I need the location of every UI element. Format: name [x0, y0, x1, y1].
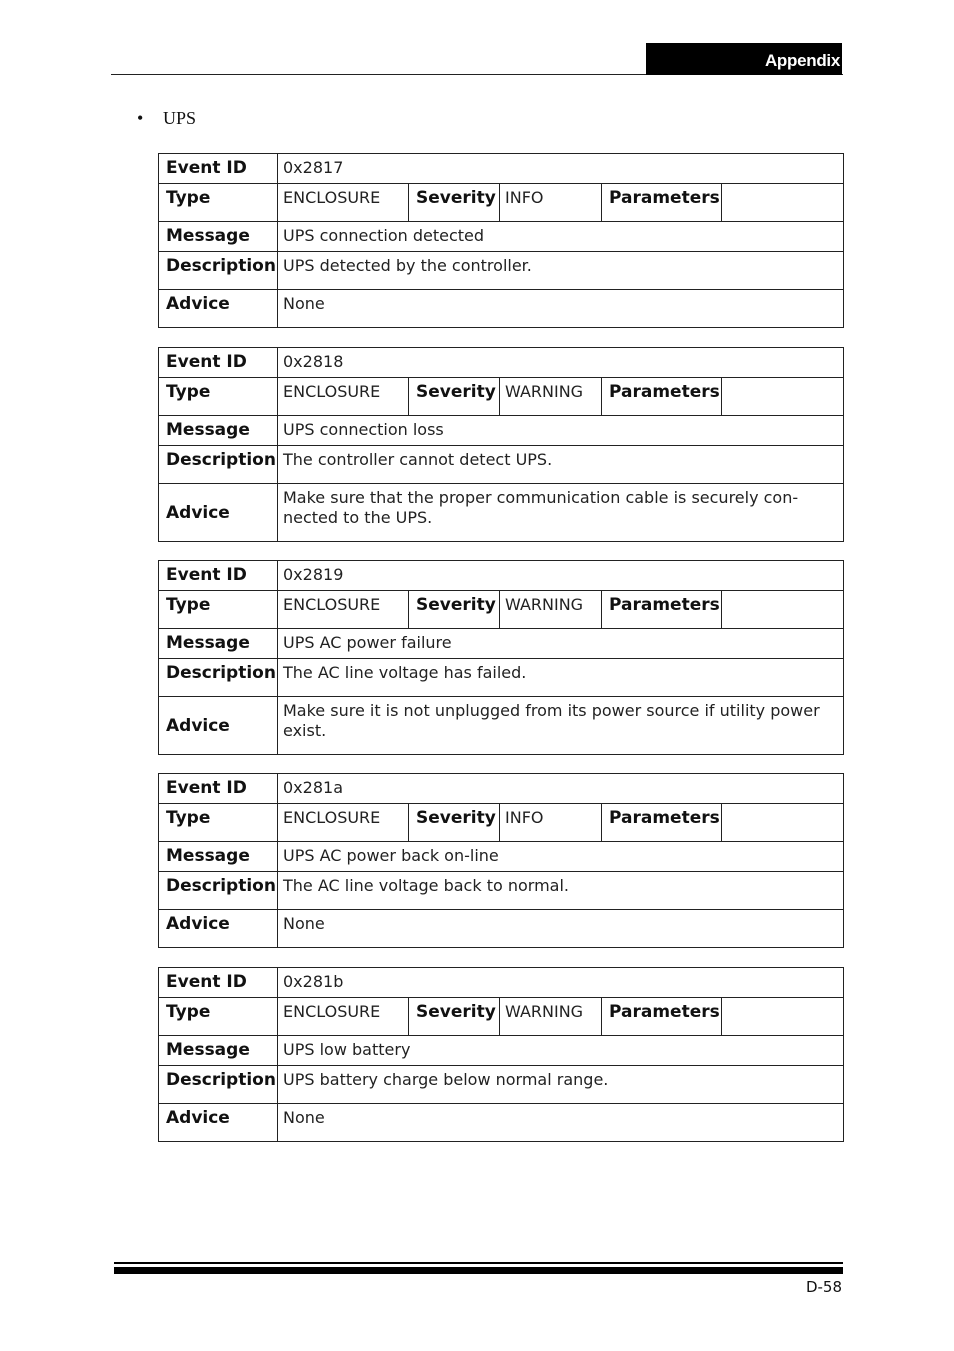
event-table	[158, 560, 844, 755]
message-value: UPS low battery	[278, 1036, 844, 1066]
event-id-value: 0x281a	[278, 774, 844, 804]
parameters-label: Parameters	[602, 998, 722, 1036]
event-table	[158, 967, 844, 1142]
parameters-label: Parameters	[602, 184, 722, 222]
type-value: ENCLOSURE	[278, 591, 409, 629]
page-number: D-58	[805, 1278, 842, 1296]
severity-value: WARNING	[500, 591, 602, 629]
message-value: UPS connection loss	[278, 416, 844, 446]
bullet-mark: •	[137, 108, 144, 128]
parameters-value	[722, 378, 844, 416]
message-value: UPS AC power failure	[278, 629, 844, 659]
parameters-value	[722, 184, 844, 222]
event-id-label: Event ID	[159, 154, 278, 184]
severity-value: WARNING	[500, 998, 602, 1036]
message-value: UPS AC power back on-line	[278, 842, 844, 872]
event-id-label: Event ID	[159, 968, 278, 998]
severity-label: Severity	[409, 184, 500, 222]
severity-value: INFO	[500, 804, 602, 842]
advice-label: Advice	[159, 697, 278, 755]
parameters-value	[722, 998, 844, 1036]
advice-label: Advice	[159, 910, 278, 948]
severity-label: Severity	[409, 804, 500, 842]
event-id-value: 0x281b	[278, 968, 844, 998]
type-label: Type	[159, 998, 278, 1036]
description-label: Description	[159, 252, 278, 290]
description-value: UPS battery charge below normal range.	[278, 1066, 844, 1104]
description-value: The AC line voltage has failed.	[278, 659, 844, 697]
severity-value: INFO	[500, 184, 602, 222]
type-value: ENCLOSURE	[278, 998, 409, 1036]
parameters-label: Parameters	[602, 804, 722, 842]
parameters-value	[722, 804, 844, 842]
severity-label: Severity	[409, 378, 500, 416]
event-table	[158, 153, 844, 328]
event-id-label: Event ID	[159, 774, 278, 804]
event-id-label: Event ID	[159, 348, 278, 378]
message-value: UPS connection detected	[278, 222, 844, 252]
advice-label: Advice	[159, 1104, 278, 1142]
description-value: The AC line voltage back to normal.	[278, 872, 844, 910]
advice-value: Make sure that the proper communication cable is securely con- nected to the UPS.	[278, 484, 844, 542]
section-title: UPS	[163, 108, 197, 128]
event-id-value: 0x2818	[278, 348, 844, 378]
severity-label: Severity	[409, 998, 500, 1036]
message-label: Message	[159, 1036, 278, 1066]
severity-value: WARNING	[500, 378, 602, 416]
parameters-label: Parameters	[602, 591, 722, 629]
event-table	[158, 773, 844, 948]
type-value: ENCLOSURE	[278, 184, 409, 222]
advice-value: Make sure it is not unplugged from its power source if utility power exist.	[278, 697, 844, 755]
advice-label: Advice	[159, 484, 278, 542]
description-label: Description	[159, 659, 278, 697]
message-label: Message	[159, 629, 278, 659]
advice-label: Advice	[159, 290, 278, 328]
section-header: Appendix	[646, 43, 842, 75]
event-table	[158, 347, 844, 542]
severity-label: Severity	[409, 591, 500, 629]
footer-bar	[114, 1267, 843, 1274]
advice-value: None	[278, 290, 844, 328]
message-label: Message	[159, 416, 278, 446]
event-id-value: 0x2817	[278, 154, 844, 184]
description-value: UPS detected by the controller.	[278, 252, 844, 290]
event-id-value: 0x2819	[278, 561, 844, 591]
section-bullet	[137, 108, 196, 129]
event-id-label: Event ID	[159, 561, 278, 591]
type-label: Type	[159, 378, 278, 416]
description-value: The controller cannot detect UPS.	[278, 446, 844, 484]
type-value: ENCLOSURE	[278, 804, 409, 842]
advice-value: None	[278, 910, 844, 948]
description-label: Description	[159, 1066, 278, 1104]
advice-value: None	[278, 1104, 844, 1142]
message-label: Message	[159, 842, 278, 872]
type-label: Type	[159, 591, 278, 629]
type-label: Type	[159, 184, 278, 222]
footer-rule	[114, 1262, 843, 1264]
type-label: Type	[159, 804, 278, 842]
description-label: Description	[159, 446, 278, 484]
parameters-value	[722, 591, 844, 629]
description-label: Description	[159, 872, 278, 910]
message-label: Message	[159, 222, 278, 252]
type-value: ENCLOSURE	[278, 378, 409, 416]
parameters-label: Parameters	[602, 378, 722, 416]
